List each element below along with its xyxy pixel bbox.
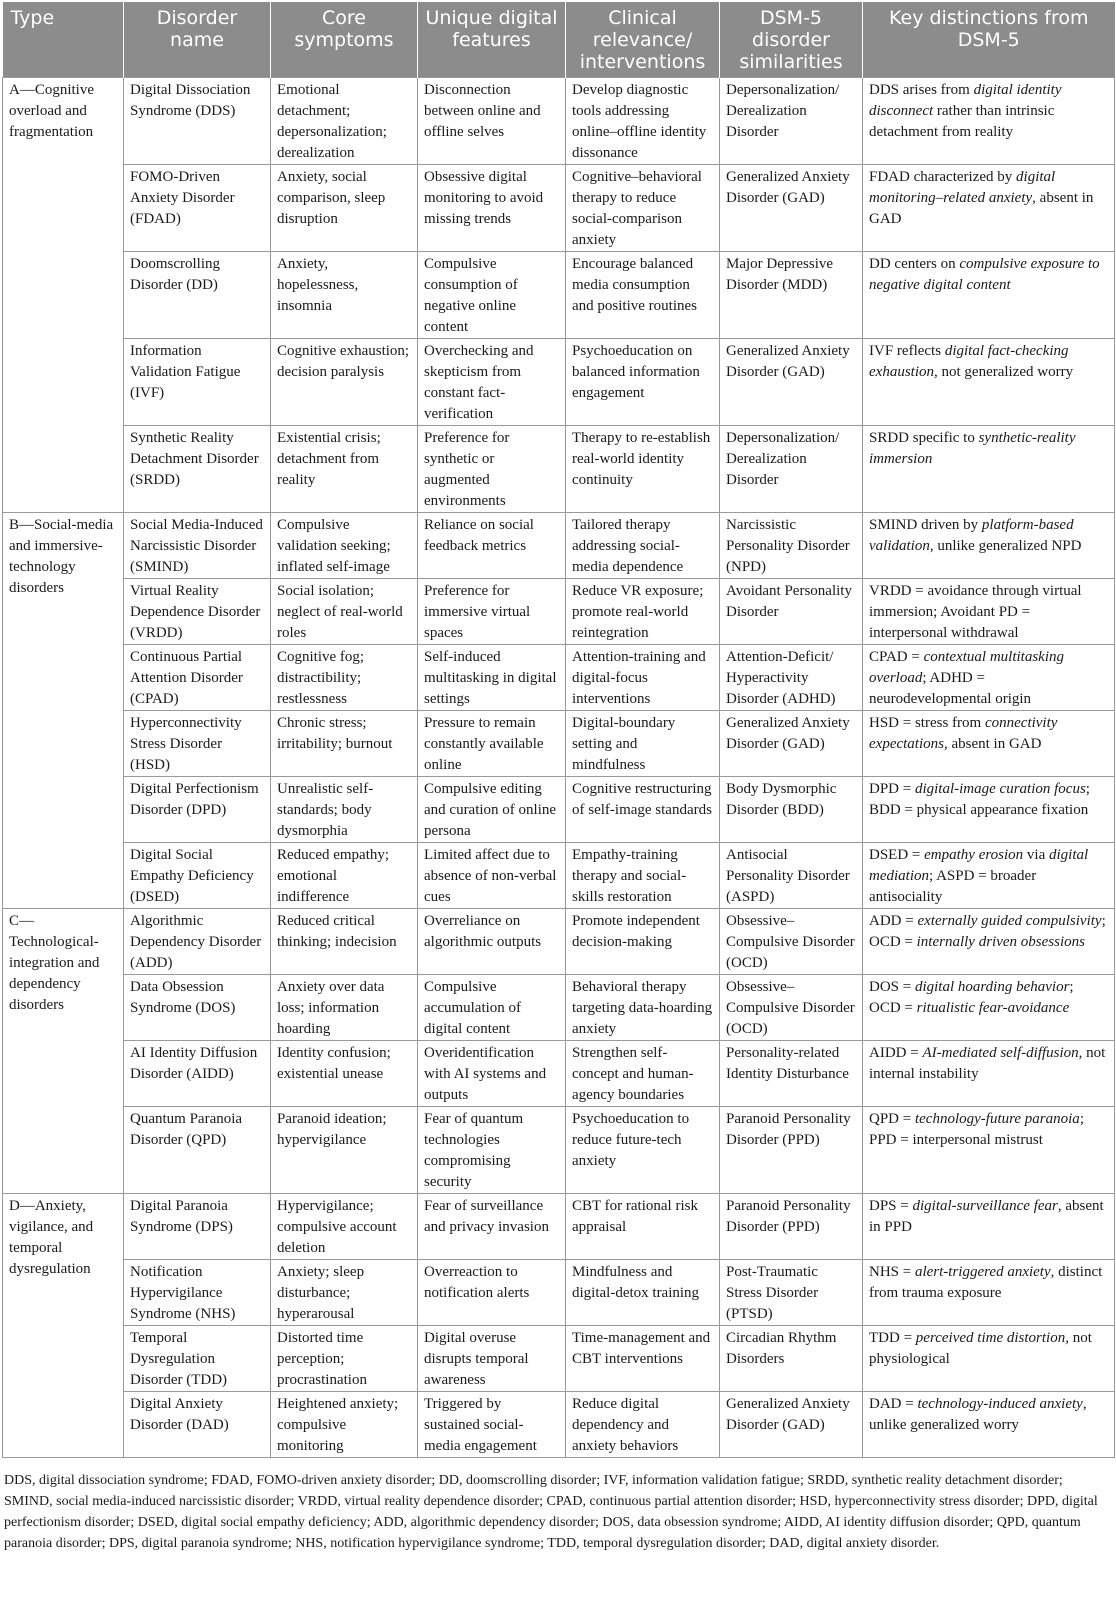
table-row [3, 426, 1115, 513]
key-distinction-cell: NHS = alert-triggered anxiety, distinct from trauma exposure [863, 1260, 1115, 1326]
key-distinction-cell: DPD = digital-image curation focus; BDD = physical appearance fixation [863, 777, 1115, 843]
digital-features-cell: Reliance on social feedback metrics [418, 513, 566, 579]
key-distinction-cell: DSED = empathy erosion via digital mediation; ASPD = broader antisociality [863, 843, 1115, 909]
key-distinction-cell: DOS = digital hoarding behavior; OCD = ritualistic fear-avoidance [863, 975, 1115, 1041]
core-symptoms-cell: Unrealistic self-standards; body dysmorphia [271, 777, 418, 843]
disorder-name-cell: Information Validation Fatigue (IVF) [124, 339, 271, 426]
disorders-table [2, 2, 1115, 1458]
digital-features-cell: Compulsive accumulation of digital content [418, 975, 566, 1041]
key-distinction-cell: VRDD = avoidance through virtual immersion; Avoidant PD = interpersonal withdrawal [863, 579, 1115, 645]
digital-features-cell: Preference for synthetic or augmented environments [418, 426, 566, 513]
core-symptoms-cell: Hypervigilance; compulsive account deletion [271, 1194, 418, 1260]
dsm5-similarity-cell: Generalized Anxiety Disorder (GAD) [720, 165, 863, 252]
digital-features-cell: Disconnection between online and offline selves [418, 78, 566, 165]
digital-features-cell: Compulsive editing and curation of online persona [418, 777, 566, 843]
core-symptoms-cell: Cognitive exhaustion; decision paralysis [271, 339, 418, 426]
key-distinction-cell: CPAD = contextual multitasking overload; ADHD = neurodevelopmental origin [863, 645, 1115, 711]
disorder-name-cell: FOMO-Driven Anxiety Disorder (FDAD) [124, 165, 271, 252]
disorder-name-cell: Quantum Paranoia Disorder (QPD) [124, 1107, 271, 1194]
disorder-name-cell: Data Obsession Syndrome (DOS) [124, 975, 271, 1041]
dsm5-similarity-cell: Antisocial Personality Disorder (ASPD) [720, 843, 863, 909]
key-distinction-cell: AIDD = AI-mediated self-diffusion, not internal instability [863, 1041, 1115, 1107]
core-symptoms-cell: Chronic stress; irritability; burnout [271, 711, 418, 777]
dsm5-similarity-cell: Narcissistic Personality Disorder (NPD) [720, 513, 863, 579]
clinical-relevance-cell: Encourage balanced media consumption and positive routines [566, 252, 720, 339]
disorder-name-cell: Notification Hypervigilance Syndrome (NHS) [124, 1260, 271, 1326]
clinical-relevance-cell: Develop diagnostic tools addressing online–offline identity dissonance [566, 78, 720, 165]
disorder-name-cell: AI Identity Diffusion Disorder (AIDD) [124, 1041, 271, 1107]
core-symptoms-cell: Anxiety, social comparison, sleep disruption [271, 165, 418, 252]
dsm5-similarity-cell: Paranoid Personality Disorder (PPD) [720, 1107, 863, 1194]
clinical-relevance-cell: Psychoeducation to reduce future-tech anxiety [566, 1107, 720, 1194]
table-row [3, 1194, 1115, 1260]
clinical-relevance-cell: Behavioral therapy targeting data-hoarding anxiety [566, 975, 720, 1041]
dsm5-similarity-cell: Depersonalization/ Derealization Disorder [720, 426, 863, 513]
dsm5-similarity-cell: Generalized Anxiety Disorder (GAD) [720, 1392, 863, 1458]
table-row [3, 252, 1115, 339]
disorder-name-cell: Digital Dissociation Syndrome (DDS) [124, 78, 271, 165]
key-distinction-cell: DPS = digital-surveillance fear, absent in PPD [863, 1194, 1115, 1260]
key-distinction-cell: ADD = externally guided compulsivity; OCD = internally driven obsessions [863, 909, 1115, 975]
digital-features-cell: Compulsive consumption of negative online content [418, 252, 566, 339]
core-symptoms-cell: Heightened anxiety; compulsive monitoring [271, 1392, 418, 1458]
disorder-name-cell: Hyperconnectivity Stress Disorder (HSD) [124, 711, 271, 777]
core-symptoms-cell: Social isolation; neglect of real-world roles [271, 579, 418, 645]
disorder-name-cell: Synthetic Reality Detachment Disorder (SRDD) [124, 426, 271, 513]
clinical-relevance-cell: Time-management and CBT interventions [566, 1326, 720, 1392]
core-symptoms-cell: Identity confusion; existential unease [271, 1041, 418, 1107]
disorder-name-cell: Digital Paranoia Syndrome (DPS) [124, 1194, 271, 1260]
digital-features-cell: Overchecking and skepticism from constant fact-verification [418, 339, 566, 426]
table-row [3, 165, 1115, 252]
table-row [3, 1041, 1115, 1107]
clinical-relevance-cell: Tailored therapy addressing social-media dependence [566, 513, 720, 579]
dsm5-similarity-cell: Major Depressive Disorder (MDD) [720, 252, 863, 339]
core-symptoms-cell: Anxiety; sleep disturbance; hyperarousal [271, 1260, 418, 1326]
table-row [3, 909, 1115, 975]
header-disorder-name: Disorder name [124, 2, 271, 78]
table-row [3, 78, 1115, 165]
clinical-relevance-cell: Attention-training and digital-focus interventions [566, 645, 720, 711]
clinical-relevance-cell: Psychoeducation on balanced information engagement [566, 339, 720, 426]
table-header-row [3, 2, 1115, 78]
core-symptoms-cell: Reduced empathy; emotional indifference [271, 843, 418, 909]
header-key-distinctions: Key distinctions from DSM-5 [863, 2, 1115, 78]
header-dsm5-similarities: DSM-5 disorder similarities [720, 2, 863, 78]
clinical-relevance-cell: Mindfulness and digital-detox training [566, 1260, 720, 1326]
digital-features-cell: Fear of quantum technologies compromising security [418, 1107, 566, 1194]
digital-features-cell: Overidentification with AI systems and outputs [418, 1041, 566, 1107]
digital-features-cell: Preference for immersive virtual spaces [418, 579, 566, 645]
type-group-cell: B—Social-media and immersive-technology disorders [3, 513, 124, 909]
table-row [3, 777, 1115, 843]
key-distinction-cell: TDD = perceived time distortion, not physiological [863, 1326, 1115, 1392]
clinical-relevance-cell: Promote independent decision-making [566, 909, 720, 975]
core-symptoms-cell: Paranoid ideation; hypervigilance [271, 1107, 418, 1194]
disorder-name-cell: Digital Anxiety Disorder (DAD) [124, 1392, 271, 1458]
clinical-relevance-cell: Cognitive restructuring of self-image standards [566, 777, 720, 843]
table-row [3, 843, 1115, 909]
core-symptoms-cell: Existential crisis; detachment from reality [271, 426, 418, 513]
clinical-relevance-cell: CBT for rational risk appraisal [566, 1194, 720, 1260]
table-row [3, 1326, 1115, 1392]
core-symptoms-cell: Anxiety, hopelessness, insomnia [271, 252, 418, 339]
disorder-name-cell: Digital Perfectionism Disorder (DPD) [124, 777, 271, 843]
dsm5-similarity-cell: Obsessive–Compulsive Disorder (OCD) [720, 909, 863, 975]
clinical-relevance-cell: Cognitive–behavioral therapy to reduce social-comparison anxiety [566, 165, 720, 252]
core-symptoms-cell: Anxiety over data loss; information hoarding [271, 975, 418, 1041]
clinical-relevance-cell: Therapy to re-establish real-world identity continuity [566, 426, 720, 513]
digital-features-cell: Self-induced multitasking in digital settings [418, 645, 566, 711]
key-distinction-cell: IVF reflects digital fact-checking exhaustion, not generalized worry [863, 339, 1115, 426]
digital-features-cell: Obsessive digital monitoring to avoid missing trends [418, 165, 566, 252]
clinical-relevance-cell: Digital-boundary setting and mindfulness [566, 711, 720, 777]
digital-features-cell: Overreaction to notification alerts [418, 1260, 566, 1326]
dsm5-similarity-cell: Avoidant Personality Disorder [720, 579, 863, 645]
disorder-name-cell: Social Media-Induced Narcissistic Disorder (SMIND) [124, 513, 271, 579]
dsm5-similarity-cell: Generalized Anxiety Disorder (GAD) [720, 711, 863, 777]
key-distinction-cell: FDAD characterized by digital monitoring–related anxiety, absent in GAD [863, 165, 1115, 252]
table-footnote: DDS, digital dissociation syndrome; FDAD, FOMO-driven anxiety disorder; DD, doomscrolling disorder; IVF, information validation fatigue; SRDD, synthetic reality detachment disorder; SMIND, social media-induced narcissistic disorder; VRDD, virtual reality dependence disorder; CPAD, continuous partial attention disorder; HSD, hyperconnectivity stress disorder; DPD, digital perfectionism disorder; DSED, digital social empathy deficiency; ADD, algorithmic dependency disorder; DOS, data obsession syndrome; AIDD, AI identity diffusion disorder; QPD, quantum paranoia disorder; DPS, digital paranoia syndrome; NHS, notification hypervigilance syndrome; TDD, temporal dysregulation disorder; DAD, digital anxiety disorder. [4, 1473, 1098, 1551]
dsm5-similarity-cell: Generalized Anxiety Disorder (GAD) [720, 339, 863, 426]
digital-features-cell: Limited affect due to absence of non-verbal cues [418, 843, 566, 909]
table-row [3, 1392, 1115, 1458]
key-distinction-cell: DD centers on compulsive exposure to negative digital content [863, 252, 1115, 339]
digital-features-cell: Pressure to remain constantly available online [418, 711, 566, 777]
core-symptoms-cell: Compulsive validation seeking; inflated self-image [271, 513, 418, 579]
dsm5-similarity-cell: Attention-Deficit/ Hyperactivity Disorder (ADHD) [720, 645, 863, 711]
core-symptoms-cell: Emotional detachment; depersonalization; derealization [271, 78, 418, 165]
dsm5-similarity-cell: Paranoid Personality Disorder (PPD) [720, 1194, 863, 1260]
table-row [3, 1107, 1115, 1194]
key-distinction-cell: DDS arises from digital identity disconnect rather than intrinsic detachment from reality [863, 78, 1115, 165]
digital-features-cell: Triggered by sustained social-media engagement [418, 1392, 566, 1458]
table-row [3, 711, 1115, 777]
table-row [3, 339, 1115, 426]
disorder-name-cell: Continuous Partial Attention Disorder (CPAD) [124, 645, 271, 711]
header-core-symptoms: Core symptoms [271, 2, 418, 78]
key-distinction-cell: SRDD specific to synthetic-reality immersion [863, 426, 1115, 513]
table-row [3, 645, 1115, 711]
dsm5-similarity-cell: Personality-related Identity Disturbance [720, 1041, 863, 1107]
dsm5-similarity-cell: Circadian Rhythm Disorders [720, 1326, 863, 1392]
digital-features-cell: Fear of surveillance and privacy invasion [418, 1194, 566, 1260]
dsm5-similarity-cell: Body Dysmorphic Disorder (BDD) [720, 777, 863, 843]
header-clinical-relevance: Clinical relevance/ interventions [566, 2, 720, 78]
table-row [3, 975, 1115, 1041]
header-type: Type [3, 2, 124, 78]
core-symptoms-cell: Distorted time perception; procrastination [271, 1326, 418, 1392]
key-distinction-cell: HSD = stress from connectivity expectations, absent in GAD [863, 711, 1115, 777]
digital-features-cell: Overreliance on algorithmic outputs [418, 909, 566, 975]
table-row [3, 1260, 1115, 1326]
key-distinction-cell: DAD = technology-induced anxiety, unlike generalized worry [863, 1392, 1115, 1458]
key-distinction-cell: SMIND driven by platform-based validation, unlike generalized NPD [863, 513, 1115, 579]
table-body [3, 78, 1115, 1458]
disorder-name-cell: Virtual Reality Dependence Disorder (VRDD) [124, 579, 271, 645]
key-distinction-cell: QPD = technology-future paranoia; PPD = interpersonal mistrust [863, 1107, 1115, 1194]
digital-features-cell: Digital overuse disrupts temporal awareness [418, 1326, 566, 1392]
core-symptoms-cell: Cognitive fog; distractibility; restlessness [271, 645, 418, 711]
clinical-relevance-cell: Reduce digital dependency and anxiety behaviors [566, 1392, 720, 1458]
disorder-name-cell: Digital Social Empathy Deficiency (DSED) [124, 843, 271, 909]
table-row [3, 513, 1115, 579]
disorder-name-cell: Algorithmic Dependency Disorder (ADD) [124, 909, 271, 975]
clinical-relevance-cell: Strengthen self-concept and human-agency boundaries [566, 1041, 720, 1107]
type-group-cell: A—Cognitive overload and fragmentation [3, 78, 124, 513]
table-row [3, 579, 1115, 645]
dsm5-similarity-cell: Depersonalization/ Derealization Disorder [720, 78, 863, 165]
type-group-cell: C—Technological-integration and dependency disorders [3, 909, 124, 1194]
disorder-name-cell: Doomscrolling Disorder (DD) [124, 252, 271, 339]
header-unique-digital-features: Unique digital features [418, 2, 566, 78]
clinical-relevance-cell: Reduce VR exposure; promote real-world reintegration [566, 579, 720, 645]
dsm5-similarity-cell: Obsessive–Compulsive Disorder (OCD) [720, 975, 863, 1041]
clinical-relevance-cell: Empathy-training therapy and social-skills restoration [566, 843, 720, 909]
type-group-cell: D—Anxiety, vigilance, and temporal dysregulation [3, 1194, 124, 1458]
disorder-name-cell: Temporal Dysregulation Disorder (TDD) [124, 1326, 271, 1392]
core-symptoms-cell: Reduced critical thinking; indecision [271, 909, 418, 975]
dsm5-similarity-cell: Post-Traumatic Stress Disorder (PTSD) [720, 1260, 863, 1326]
